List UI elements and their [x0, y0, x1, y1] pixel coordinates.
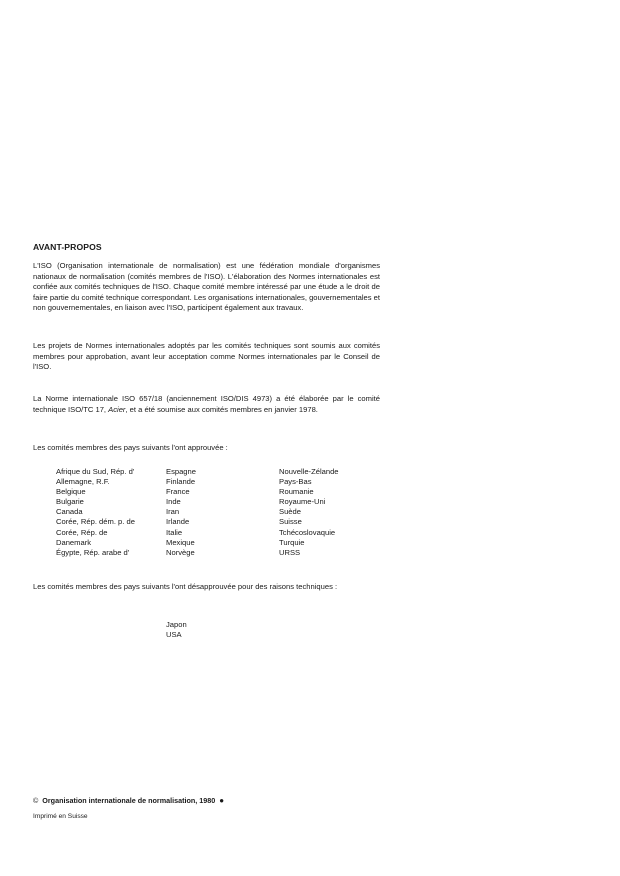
- country-name: Suède: [279, 507, 301, 517]
- country-name: Espagne: [166, 467, 196, 476]
- country-name: Danemark: [56, 537, 92, 547]
- copyright-symbol: ©: [33, 796, 39, 805]
- country-name: Royaume-Uni: [279, 497, 326, 507]
- foreword-paragraph-1: L'ISO (Organisation internationale de normalisation) est une fédération mondiale d'organismes nationaux de normalisation (comités membres de l'ISO). L'élaboration des Normes internationales est confiée aux comités techniques de l'ISO. Chaque comité membre intéressé par une étude a le droit de faire partie du comité technique correspondant. Les organisations internationales, gouvernementales et non gouvernementales, en liaison avec l'ISO, participent également aux travaux.: [33, 261, 380, 313]
- country-name: Allemagne, R.F.: [56, 477, 110, 487]
- copyright-notice: [33, 796, 224, 805]
- country-name: Turquie: [279, 537, 305, 547]
- foreword-paragraph-2: Les projets de Normes internationales adoptés par les comités techniques sont soumis aux comités membres pour approbation, avant leur acceptation comme Normes internationales par le Conseil de l'ISO.: [33, 341, 380, 372]
- country-name: Mexique: [166, 537, 195, 547]
- approving-countries-column-2: [166, 467, 196, 558]
- printed-in-notice: Imprimé en Suisse: [33, 813, 88, 820]
- approving-countries-column-1: [56, 467, 135, 558]
- country-name: Canada: [56, 507, 83, 517]
- approval-intro: Les comités membres des pays suivants l'ont approuvée :: [33, 443, 228, 452]
- country-name: Irlande: [166, 517, 190, 527]
- country-name: Corée, Rép. dém. p. de: [56, 517, 135, 527]
- country-name: France: [166, 487, 190, 497]
- country-name: Pays-Bas: [279, 477, 312, 487]
- copyright-text: Organisation internationale de normalisation, 1980: [42, 796, 216, 805]
- disapproving-countries-list: [166, 620, 187, 641]
- country-name: Égypte, Rép. arabe d': [56, 547, 130, 557]
- paragraph-3-text-start: La Norme internationale ISO 657/18 (anciennement ISO/DIS 4973) a été élaborée par le comité technique ISO/TC 17,: [33, 394, 380, 414]
- bullet-icon: ●: [219, 796, 225, 805]
- country-name: Corée, Rép. de: [56, 527, 108, 537]
- country-name: Nouvelle-Zélande: [279, 467, 339, 476]
- country-name: Tchécoslovaquie: [279, 527, 336, 537]
- paragraph-3-italic-term: Acier: [108, 404, 126, 414]
- country-name: Afrique du Sud, Rép. d': [56, 467, 135, 476]
- foreword-heading: AVANT-PROPOS: [33, 242, 102, 252]
- paragraph-3-text-end: , et a été soumise aux comités membres en janvier 1978.: [125, 404, 318, 414]
- country-name: Italie: [166, 527, 183, 537]
- country-name: Finlande: [166, 477, 196, 487]
- country-name: Roumanie: [279, 487, 314, 497]
- country-name: Suisse: [279, 517, 302, 527]
- country-name: Belgique: [56, 487, 86, 497]
- country-name: URSS: [279, 547, 301, 557]
- country-name: Norvège: [166, 547, 195, 557]
- country-name: USA: [166, 630, 182, 640]
- country-name: Iran: [166, 507, 180, 517]
- country-name: Japon: [166, 620, 187, 629]
- approving-countries-column-3: [279, 467, 339, 558]
- country-name: Inde: [166, 497, 181, 507]
- country-name: Bulgarie: [56, 497, 84, 507]
- disapproval-intro: Les comités membres des pays suivants l'ont désapprouvée pour des raisons techniques :: [33, 582, 338, 591]
- foreword-paragraph-3: [33, 394, 380, 415]
